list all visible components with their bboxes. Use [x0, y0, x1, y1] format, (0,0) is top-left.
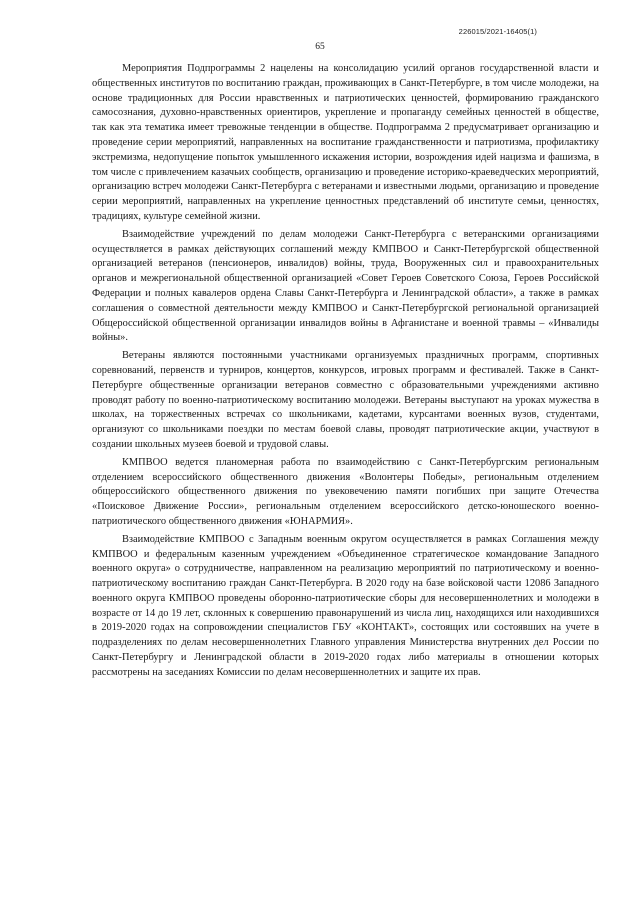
paragraph-western-military-district: Взаимодействие КМПВОО с Западным военным округом осуществляется в рамках Соглашения между КМПВОО и федеральным казенным учреждением «Объединенное стратегическое командование Западного военного округа» о сотрудничестве, направленном на реализацию мероприятий по патриотическому и военно-патриотическому воспитанию граждан Санкт-Петербурга. В 2020 году на базе войсковой части 12086 Западного военного округа КМПВОО проведены оборонно-патриотические сборы для несовершеннолетних и молодежи в возрасте от 14 до 19 лет, склонных к совершению правонарушений из числа лиц, находящихся или находившихся в 2019-2020 годах на сопровождении специалистов ГБУ «КОНТАКТ», состоящих или состоявших на учете в подразделениях по делам несовершеннолетних Главного управления Министерства внутренних дел России по Санкт-Петербургу и Ленинградской области в 2019-2020 годах либо материалы в отношении которых рассмотрены на заседаниях Комиссии по делам несовершеннолетних и защите их прав.	[92, 533, 599, 678]
paragraph-veteran-organizations: Взаимодействие учреждений по делам молодежи Санкт-Петербурга с ветеранскими организациями осуществляется в рамках действующих соглашений между КМПВОО и Санкт-Петербургской общественной организацией ветеранов (пенсионеров, инвалидов) войны, труда, Вооруженных сил и правоохранительных органов и межрегиональной общественной организацией «Совет Героев Советского Союза, Героев Российской Федерации и полных кавалеров ордена Славы Санкт-Петербурга и Ленинградской области», а также в рамках соглашения о совместной деятельности между КМПВОО и Санкт-Петербургской региональной организацией Общероссийской общественной организации инвалидов войны в Афганистане и военной травмы – «Инвалиды войны».	[92, 228, 599, 344]
paragraph-kmpvoo-movements: КМПВОО ведется планомерная работа по взаимодействию с Санкт-Петербургским региональным отделением всероссийского общественного движения «Волонтеры Победы», региональным отделением общероссийского общественного движения по увековечению памяти погибших при защите Отечества «Поисковое Движение России», региональным отделением всероссийского детско-юношеского военно-патриотического общественного движения «ЮНАРМИЯ».	[92, 456, 599, 527]
page-number: 65	[315, 42, 325, 52]
paragraph-veterans-participation: Ветераны являются постоянными участниками организуемых праздничных программ, спортивных соревнований, первенств и турниров, концертов, конкурсов, игровых программ и фестивалей. Также в Санкт-Петербурге общественные организации ветеранов совместно с образовательными учреждениями активно проводят работу по военно-патриотическому воспитанию молодежи. Ветераны выступают на уроках мужества в школах, на торжественных встречах со школьниками, кадетами, курсантами военных вузов, студентами, организуют со школьниками поездки по местам боевой славы, проводят патриотические акции, участвуют в создании школьных музеев боевой и трудовой славы.	[92, 350, 599, 450]
paragraph-subprogram-2: Мероприятия Подпрограммы 2 нацелены на консолидацию усилий органов государственной власти и общественных институтов по воспитанию граждан, проживающих в Санкт-Петербурге, в том числе молодежи, на основе традиционных для России нравственных и патриотических ценностей, формированию гражданского самосознания, духовно-нравственных ориентиров, укрепление и пропаганду семейных ценностей в обществе, так как эта тематика имеет тревожные тенденции в обществе. Подпрограмма 2 предусматривает организацию и проведение серии мероприятий, направленных на воспитание гражданственности и патриотизма, профилактику экстремизма, недопущение попыток умышленного искажения истории, возрождения идей нацизма и фашизма, в том числе с привлечением казачьих сообществ, организацию и проведение историко-краеведческих мероприятий, организацию встреч молодежи Санкт-Петербурга с ветеранами и известными людьми, организацию и проведение серии мероприятий, направленных на укрепление ценностных представлений об институте семьи, ценностях, традициях, культуре семейной жизни.	[92, 63, 599, 222]
document-body	[92, 62, 599, 684]
document-id: 226015/2021-16405(1)	[458, 27, 537, 36]
